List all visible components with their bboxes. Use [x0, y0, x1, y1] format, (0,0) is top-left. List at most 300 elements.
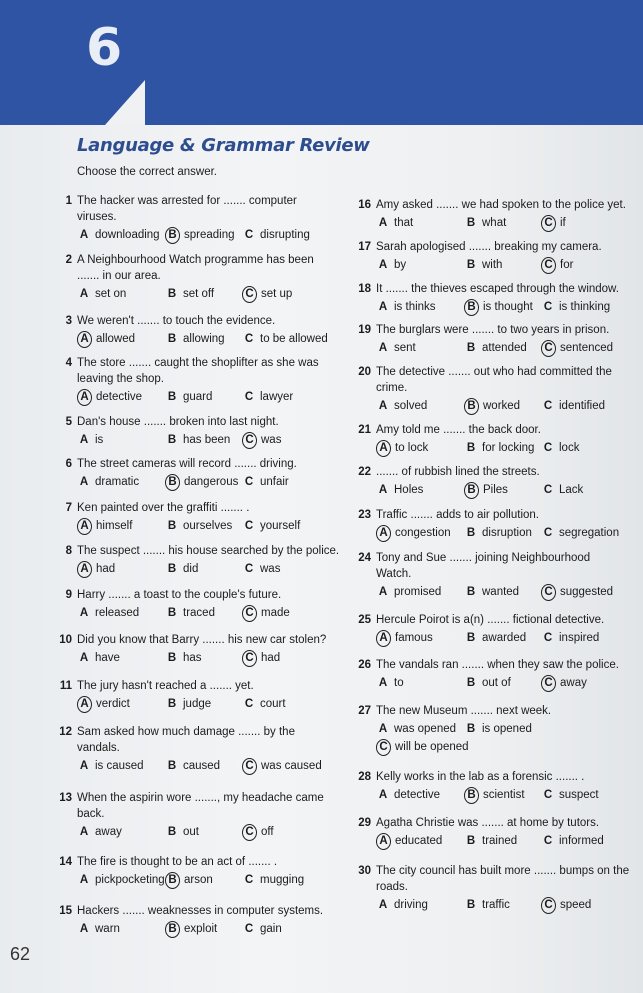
- option-letter: B: [466, 527, 476, 539]
- question-number: 10: [59, 634, 72, 646]
- option-a[interactable]: [376, 584, 441, 600]
- option-c[interactable]: [242, 331, 328, 347]
- option-text: traffic: [482, 899, 510, 911]
- question-text: The vandals ran ....... when they saw the police.: [376, 659, 619, 671]
- option-letter: A: [378, 789, 388, 801]
- option-a[interactable]: [376, 525, 451, 542]
- question-text: Watch.: [376, 568, 412, 580]
- option-text: was: [261, 434, 282, 446]
- option-letter: B: [165, 921, 180, 938]
- option-c[interactable]: [242, 696, 286, 712]
- option-c[interactable]: [541, 630, 599, 646]
- question-text: The hacker was arrested for ....... computer: [77, 195, 297, 207]
- option-letter: A: [79, 434, 89, 446]
- option-text: allowing: [183, 333, 225, 345]
- banner-notch: [105, 80, 145, 125]
- option-letter: B: [466, 899, 476, 911]
- option-b[interactable]: [165, 227, 235, 244]
- question-text: vandals.: [77, 742, 120, 754]
- option-a[interactable]: [376, 440, 428, 457]
- option-letter: C: [543, 400, 553, 412]
- option-text: judge: [183, 698, 212, 710]
- option-b[interactable]: [464, 340, 527, 356]
- option-letter: B: [464, 398, 479, 415]
- option-c[interactable]: [541, 482, 583, 498]
- question-text: The jury hasn't reached a ....... yet.: [77, 680, 254, 692]
- question-text: The street cameras will record ....... driving.: [77, 458, 297, 470]
- option-b[interactable]: [165, 389, 212, 405]
- question-number: 17: [358, 241, 371, 253]
- option-letter: C: [244, 563, 254, 575]
- question-text: Traffic ....... adds to air pollution.: [376, 509, 539, 521]
- option-text: to lock: [395, 442, 429, 454]
- option-letter: A: [378, 259, 388, 271]
- option-text: made: [261, 607, 290, 619]
- option-b[interactable]: [464, 584, 519, 600]
- option-text: with: [482, 259, 503, 271]
- option-a[interactable]: [77, 518, 132, 535]
- option-a[interactable]: [77, 650, 120, 666]
- option-text: have: [95, 652, 120, 664]
- option-text: did: [183, 563, 199, 575]
- option-text: downloading: [95, 229, 160, 241]
- option-text: sentenced: [560, 342, 614, 354]
- option-letter: C: [242, 605, 257, 622]
- option-a[interactable]: [77, 561, 115, 578]
- option-a[interactable]: [376, 721, 456, 737]
- option-text: to: [394, 677, 404, 689]
- option-text: famous: [395, 632, 433, 644]
- option-text: verdict: [96, 698, 130, 710]
- option-letter: B: [466, 442, 476, 454]
- option-letter: B: [167, 652, 177, 664]
- option-letter: A: [79, 923, 89, 935]
- option-text: disruption: [482, 527, 532, 539]
- option-letter: C: [541, 675, 556, 692]
- option-c[interactable]: [242, 432, 281, 449]
- option-b[interactable]: [165, 518, 232, 534]
- question-number: 18: [358, 283, 371, 295]
- option-text: is thinking: [559, 301, 611, 313]
- option-c[interactable]: [242, 758, 322, 775]
- option-b[interactable]: [165, 872, 213, 889]
- option-b[interactable]: [165, 605, 215, 621]
- option-text: is opened: [482, 723, 532, 735]
- option-letter: A: [378, 400, 388, 412]
- option-text: speed: [560, 899, 592, 911]
- question-text: Agatha Christie was ....... at home by tutors.: [376, 817, 600, 829]
- option-text: sent: [394, 342, 416, 354]
- option-b[interactable]: [464, 897, 510, 913]
- option-letter: A: [378, 677, 388, 689]
- question-text: Did you know that Barry ....... his new car stolen?: [77, 634, 327, 646]
- option-a[interactable]: [77, 921, 120, 937]
- option-a[interactable]: [77, 605, 139, 621]
- option-text: arson: [184, 874, 213, 886]
- option-letter: C: [541, 340, 556, 357]
- option-text: off: [261, 826, 274, 838]
- option-text: out of: [482, 677, 511, 689]
- option-c[interactable]: [242, 286, 292, 303]
- option-text: detective: [394, 789, 441, 801]
- option-text: yourself: [260, 520, 301, 532]
- option-a[interactable]: [376, 398, 427, 414]
- option-text: for: [560, 259, 574, 271]
- option-text: suggested: [560, 586, 614, 598]
- option-letter: A: [376, 525, 391, 542]
- option-b[interactable]: [165, 758, 220, 774]
- option-text: is: [95, 434, 104, 446]
- option-c[interactable]: [242, 650, 280, 667]
- question-number: 25: [358, 614, 371, 626]
- option-text: set on: [95, 288, 127, 300]
- option-b[interactable]: [165, 286, 214, 302]
- question-text: crime.: [376, 382, 408, 394]
- option-text: for locking: [482, 442, 535, 454]
- option-text: dangerous: [184, 476, 239, 488]
- question-number: 6: [65, 458, 72, 470]
- option-text: himself: [96, 520, 133, 532]
- option-letter: C: [242, 824, 257, 841]
- question-number: 19: [358, 324, 371, 336]
- option-text: exploit: [184, 923, 218, 935]
- option-letter: B: [167, 826, 177, 838]
- option-letter: B: [167, 698, 177, 710]
- question-number: 29: [358, 817, 371, 829]
- option-letter: C: [541, 215, 556, 232]
- option-b[interactable]: [464, 440, 534, 456]
- option-c[interactable]: [242, 921, 282, 937]
- option-text: lawyer: [260, 391, 294, 403]
- option-a[interactable]: [77, 286, 126, 302]
- question-text: The store ....... caught the shoplifter as she was: [77, 357, 319, 369]
- option-letter: B: [466, 723, 476, 735]
- option-text: disrupting: [260, 229, 310, 241]
- option-letter: A: [378, 586, 388, 598]
- question-text: back.: [77, 808, 105, 820]
- option-a[interactable]: [376, 482, 423, 498]
- option-b[interactable]: [165, 824, 199, 840]
- option-text: caused: [183, 760, 221, 772]
- option-text: educated: [395, 835, 443, 847]
- option-text: Holes: [394, 484, 424, 496]
- option-text: unfair: [260, 476, 289, 488]
- question-number: 1: [65, 195, 72, 207]
- option-letter: C: [244, 391, 254, 403]
- option-letter: B: [165, 872, 180, 889]
- option-letter: C: [541, 257, 556, 274]
- option-letter: B: [464, 482, 479, 499]
- question-text: Hercule Poirot is a(n) ....... fictional detective.: [376, 614, 605, 626]
- option-b[interactable]: [464, 525, 532, 541]
- option-letter: C: [541, 584, 556, 601]
- option-letter: A: [77, 561, 92, 578]
- option-a[interactable]: [376, 897, 428, 913]
- option-c[interactable]: [242, 518, 300, 534]
- option-letter: A: [77, 696, 92, 713]
- option-text: court: [260, 698, 286, 710]
- option-text: trained: [482, 835, 518, 847]
- instruction-text: Choose the correct answer.: [77, 166, 217, 178]
- option-b[interactable]: [464, 833, 517, 849]
- option-a[interactable]: [77, 758, 144, 774]
- question-number: 26: [358, 659, 371, 671]
- option-letter: B: [167, 607, 177, 619]
- option-letter: C: [244, 520, 254, 532]
- option-letter: C: [242, 650, 257, 667]
- option-c[interactable]: [541, 257, 573, 274]
- option-text: identified: [559, 400, 606, 412]
- option-a[interactable]: [376, 299, 436, 315]
- option-letter: A: [79, 652, 89, 664]
- question-text: It ....... the thieves escaped through the window.: [376, 283, 619, 295]
- option-text: lock: [559, 442, 580, 454]
- option-text: solved: [394, 400, 428, 412]
- option-letter: A: [79, 826, 89, 838]
- option-letter: A: [378, 899, 388, 911]
- question-text: Harry ....... a toast to the couple's future.: [77, 589, 282, 601]
- option-letter: C: [244, 923, 254, 935]
- option-letter: A: [378, 484, 388, 496]
- option-letter: C: [242, 286, 257, 303]
- option-text: wanted: [482, 586, 520, 598]
- question-text: Hackers ....... weaknesses in computer systems.: [77, 905, 324, 917]
- option-letter: C: [244, 333, 254, 345]
- option-text: that: [394, 217, 414, 229]
- question-text: The city council has built more ....... bumps on the: [376, 865, 630, 877]
- option-letter: C: [244, 698, 254, 710]
- option-letter: A: [376, 833, 391, 850]
- option-letter: B: [167, 760, 177, 772]
- option-b[interactable]: [464, 215, 506, 231]
- option-text: inspired: [559, 632, 600, 644]
- option-text: Lack: [559, 484, 584, 496]
- question-number: 2: [65, 254, 72, 266]
- option-letter: B: [466, 342, 476, 354]
- option-a[interactable]: [376, 675, 404, 691]
- option-letter: C: [543, 527, 553, 539]
- option-letter: A: [378, 217, 388, 229]
- option-text: is thought: [483, 301, 533, 313]
- option-text: informed: [559, 835, 604, 847]
- option-c[interactable]: [541, 833, 604, 849]
- option-letter: B: [167, 288, 177, 300]
- option-letter: A: [79, 607, 89, 619]
- question-text: Kelly works in the lab as a forensic ....... .: [376, 771, 585, 783]
- option-c[interactable]: [242, 474, 289, 490]
- option-letter: C: [543, 632, 553, 644]
- option-b[interactable]: [464, 482, 508, 499]
- question-number: 11: [59, 680, 72, 692]
- option-letter: B: [464, 299, 479, 316]
- question-text: The detective ....... out who had committed the: [376, 366, 612, 378]
- option-letter: C: [376, 739, 391, 756]
- option-c[interactable]: [242, 605, 290, 622]
- option-c[interactable]: [242, 389, 293, 405]
- question-number: 13: [59, 792, 72, 804]
- question-number: 22: [358, 466, 371, 478]
- question-text: The suspect ....... his house searched by the police.: [77, 545, 340, 557]
- question-number: 14: [59, 856, 72, 868]
- option-text: allowed: [96, 333, 135, 345]
- option-text: Piles: [483, 484, 508, 496]
- option-a[interactable]: [376, 833, 442, 850]
- option-c[interactable]: [541, 584, 613, 601]
- option-b[interactable]: [464, 299, 533, 316]
- question-text: Sarah apologised ....... breaking my camera.: [376, 241, 602, 253]
- option-letter: B: [167, 563, 177, 575]
- option-text: will be opened: [395, 741, 469, 753]
- option-letter: B: [466, 835, 476, 847]
- option-b[interactable]: [165, 474, 238, 491]
- question-number: 27: [358, 705, 371, 717]
- option-a[interactable]: [376, 630, 433, 647]
- question-number: 4: [65, 357, 72, 369]
- unit-number: 6: [86, 18, 123, 78]
- question-number: 8: [65, 545, 72, 557]
- option-text: ourselves: [183, 520, 233, 532]
- option-letter: B: [466, 586, 476, 598]
- option-c[interactable]: [541, 340, 613, 357]
- option-c[interactable]: [376, 739, 469, 756]
- question-text: A Neighbourhood Watch programme has been: [77, 254, 314, 266]
- option-text: scientist: [483, 789, 525, 801]
- question-number: 9: [65, 589, 72, 601]
- option-letter: B: [466, 632, 476, 644]
- option-a[interactable]: [77, 389, 142, 406]
- option-b[interactable]: [165, 696, 211, 712]
- option-b[interactable]: [165, 331, 225, 347]
- option-text: released: [95, 607, 140, 619]
- option-letter: C: [543, 442, 553, 454]
- option-b[interactable]: [464, 398, 520, 415]
- option-c[interactable]: [242, 227, 310, 243]
- option-text: set up: [261, 288, 293, 300]
- option-text: if: [560, 217, 566, 229]
- question-text: The new Museum ....... next week.: [376, 705, 552, 717]
- option-text: what: [482, 217, 507, 229]
- option-text: out: [183, 826, 199, 838]
- question-number: 28: [358, 771, 371, 783]
- option-text: traced: [183, 607, 215, 619]
- option-text: to be allowed: [260, 333, 328, 345]
- question-number: 5: [65, 416, 72, 428]
- option-a[interactable]: [77, 872, 165, 888]
- question-number: 21: [358, 424, 371, 436]
- option-letter: B: [167, 333, 177, 345]
- option-letter: B: [167, 434, 177, 446]
- option-a[interactable]: [77, 474, 139, 490]
- option-letter: C: [543, 301, 553, 313]
- option-text: warn: [95, 923, 120, 935]
- option-letter: B: [466, 259, 476, 271]
- option-a[interactable]: [77, 227, 160, 243]
- option-text: has: [183, 652, 202, 664]
- option-a[interactable]: [376, 257, 406, 273]
- option-c[interactable]: [242, 561, 280, 577]
- option-b[interactable]: [464, 675, 511, 691]
- option-letter: C: [244, 476, 254, 488]
- question-number: 3: [65, 315, 72, 327]
- question-text: viruses.: [77, 211, 117, 223]
- option-text: was opened: [394, 723, 457, 735]
- option-c[interactable]: [541, 897, 591, 914]
- option-text: had: [96, 563, 116, 575]
- option-c[interactable]: [541, 299, 610, 315]
- question-text: When the aspirin wore ......., my headache came: [77, 792, 324, 804]
- question-number: 20: [358, 366, 371, 378]
- option-c[interactable]: [541, 675, 587, 692]
- option-letter: B: [165, 474, 180, 491]
- option-text: detective: [96, 391, 143, 403]
- option-text: segregation: [559, 527, 620, 539]
- option-letter: B: [167, 520, 177, 532]
- question-text: We weren't ....... to touch the evidence.: [77, 315, 276, 327]
- option-c[interactable]: [541, 787, 599, 803]
- option-letter: C: [244, 229, 254, 241]
- option-b[interactable]: [165, 650, 202, 666]
- option-c[interactable]: [541, 215, 566, 232]
- option-letter: C: [543, 789, 553, 801]
- option-letter: A: [79, 229, 89, 241]
- option-text: congestion: [395, 527, 451, 539]
- option-letter: A: [77, 518, 92, 535]
- option-a[interactable]: [77, 824, 122, 840]
- option-b[interactable]: [165, 561, 198, 577]
- option-letter: A: [79, 874, 89, 886]
- option-c[interactable]: [242, 824, 274, 841]
- question-text: The fire is thought to be an act of ....... .: [77, 856, 278, 868]
- question-text: Dan's house ....... broken into last night.: [77, 416, 279, 428]
- option-c[interactable]: [541, 440, 579, 456]
- option-letter: A: [77, 331, 92, 348]
- option-b[interactable]: [165, 921, 217, 938]
- option-letter: A: [79, 476, 89, 488]
- option-text: has been: [183, 434, 231, 446]
- question-number: 30: [358, 865, 371, 877]
- option-b[interactable]: [464, 630, 526, 646]
- option-letter: B: [167, 391, 177, 403]
- question-text: leaving the shop.: [77, 373, 164, 385]
- question-text: Amy told me ....... the back door.: [376, 424, 541, 436]
- option-a[interactable]: [77, 432, 103, 448]
- option-a[interactable]: [376, 340, 416, 356]
- page-number: 62: [10, 944, 31, 964]
- option-text: awarded: [482, 632, 527, 644]
- option-b[interactable]: [464, 721, 532, 737]
- option-a[interactable]: [376, 787, 440, 803]
- option-c[interactable]: [242, 872, 304, 888]
- option-c[interactable]: [541, 525, 619, 541]
- option-text: mugging: [260, 874, 305, 886]
- option-text: is thinks: [394, 301, 436, 313]
- question-text: Sam asked how much damage ....... by the: [77, 726, 295, 738]
- option-letter: C: [242, 432, 257, 449]
- option-b[interactable]: [464, 787, 525, 804]
- question-number: 23: [358, 509, 371, 521]
- option-text: worked: [483, 400, 521, 412]
- option-text: dramatic: [95, 476, 140, 488]
- option-b[interactable]: [165, 432, 230, 448]
- option-letter: A: [376, 630, 391, 647]
- option-a[interactable]: [77, 696, 130, 713]
- option-c[interactable]: [541, 398, 605, 414]
- option-b[interactable]: [464, 257, 502, 273]
- option-a[interactable]: [376, 215, 413, 231]
- option-letter: A: [376, 440, 391, 457]
- question-text: The burglars were ....... to two years in prison.: [376, 324, 610, 336]
- option-a[interactable]: [77, 331, 135, 348]
